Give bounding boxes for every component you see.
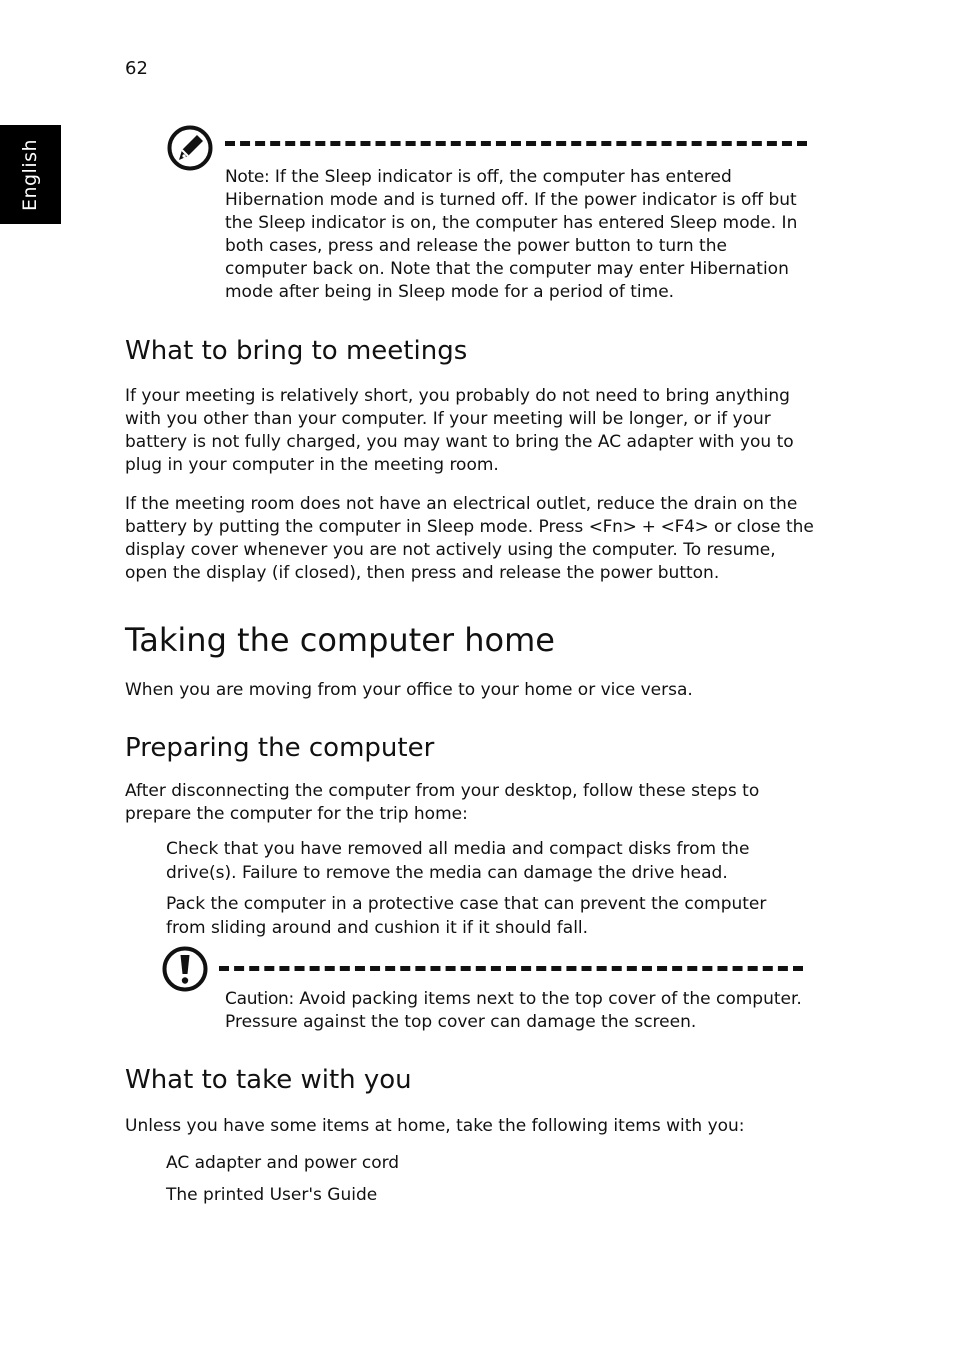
preparing-intro: After disconnecting the computer from your desktop, follow these steps to prepare the computer for the trip home: (125, 781, 760, 824)
taking-home-intro: When you are moving from your office to your home or vice versa. (125, 680, 693, 700)
note-body: If the Sleep indicator is off, the computer has entered Hibernation mode and is turned off. If the power indicator is off but the Sleep indicator is on, the computer has entered Sleep mode. In both cases, press and release the power button to turn the computer back on. Note that the computer may enter Hibernation mode after being in Sleep mode for a period of time. (225, 167, 798, 302)
heading-preparing: Preparing the computer (125, 733, 435, 763)
note-label: Note: (225, 167, 270, 187)
meetings-paragraph-2 (125, 493, 815, 585)
take-intro: Unless you have some items at home, take the following items with you: (125, 1116, 745, 1136)
preparing-step-2: Pack the computer in a protective case that can prevent the computer from sliding around and cushion it if it should fall. (166, 894, 767, 938)
language-tab-label: English (19, 138, 42, 211)
page-number: 62 (125, 58, 148, 79)
note-pen-icon (166, 124, 214, 172)
preparing-step-1: Check that you have removed all media and compact disks from the drive(s). Failure to remove the media can damage the drive head. (166, 839, 750, 883)
keyboard-shortcut: <Fn> + <F4> (588, 517, 709, 537)
heading-what-to-bring: What to bring to meetings (125, 336, 468, 366)
language-tab (0, 125, 61, 224)
meetings-paragraph-2-start: If the meeting room does not have an electrical outlet, reduce the drain on the battery by putting the computer in Sleep mode. Press (125, 494, 798, 537)
meetings-paragraph-2-end: or close the display cover whenever you are not actively using the computer. To resume, open the display (if closed), then press and release the power button. (125, 517, 814, 583)
note-text (225, 166, 810, 304)
caution-body: Avoid packing items next to the top cover of the computer. Pressure against the top cover can damage the screen. (225, 989, 802, 1032)
take-item-1: AC adapter and power cord (166, 1153, 400, 1173)
heading-taking-home: Taking the computer home (125, 621, 555, 659)
caution-label: Caution: (225, 989, 294, 1009)
caution-exclamation-icon (161, 945, 209, 993)
note-divider (225, 141, 807, 146)
heading-what-to-take: What to take with you (125, 1065, 412, 1095)
caution-divider (219, 966, 803, 971)
caution-text (225, 988, 810, 1034)
take-item-2: The printed User's Guide (166, 1185, 378, 1205)
meetings-paragraph-1: If your meeting is relatively short, you probably do not need to bring anything with you other than your computer. If your meeting will be longer, or if your battery is not fully charged, you may want to bring the AC adapter with you to plug in your computer in the meeting room. (125, 386, 794, 475)
